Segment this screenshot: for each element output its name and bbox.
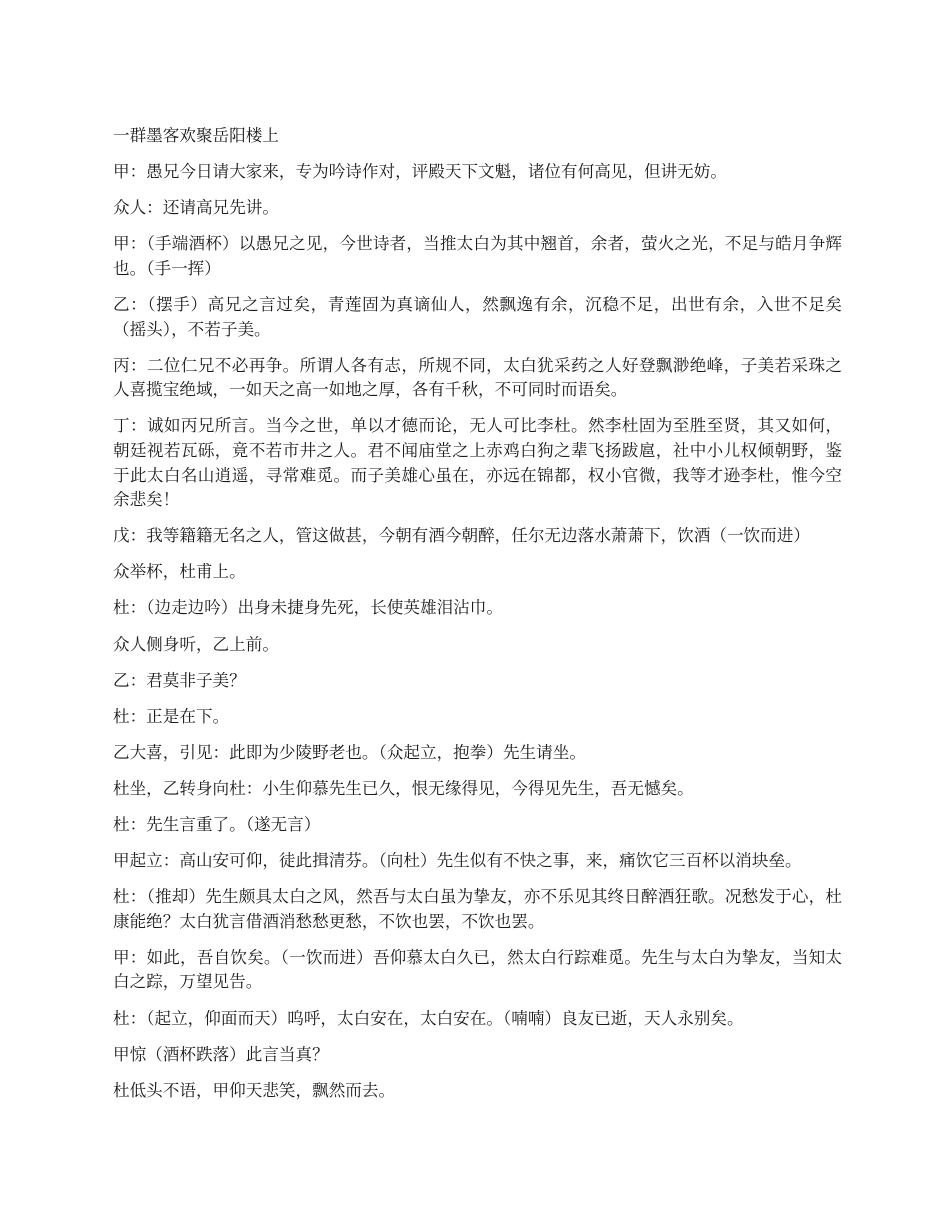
paragraph-3: 甲：（手端酒杯）以愚兄之见，今世诗者，当推太白为其中翘首，余者，萤火之光，不足与皓月争辉也。（手一挥） xyxy=(113,234,842,278)
paragraph-1: 甲：愚兄今日请大家来，专为吟诗作对，评殿天下文魁，诸位有何高见，但讲无妨。 xyxy=(113,162,727,182)
paragraph-17: 杜：（推却）先生颇具太白之风，然吾与太白虽为挚友，亦不乐见其终日醉酒狂歌。况愁发于心，杜康能绝？太白犹言借酒消愁愁更愁，不饮也罢，不饮也罢。 xyxy=(113,887,842,931)
paragraph-4: 乙：（摆手）高兄之言过矣，青莲固为真谪仙人，然飘逸有余，沉稳不足，出世有余，入世不足矣（摇头），不若子美。 xyxy=(113,294,842,339)
paragraph-11: 乙：君莫非子美？ xyxy=(113,670,246,690)
paragraph-14: 杜坐，乙转身向杜：小生仰慕先生已久，恨无缘得见，今得见先生，吾无憾矣。 xyxy=(113,778,694,798)
paragraph-2: 众人：还请高兄先讲。 xyxy=(113,198,279,218)
paragraph-18: 甲：如此，吾自饮矣。（一饮而进）吾仰慕太白久已，然太白行踪难觅。先生与太白为挚友，当知太白之踪，万望见告。 xyxy=(113,947,842,992)
document-title: 一群墨客欢聚岳阳楼上 xyxy=(113,126,279,145)
paragraph-12: 杜：正是在下。 xyxy=(113,706,230,726)
paragraph-13: 乙大喜，引见：此即为少陵野老也。（众起立，抱拳）先生请坐。 xyxy=(113,742,586,762)
paragraph-5: 丙：二位仁兄不必再争。所谓人各有志，所规不同，太白犹采药之人好登飘渺绝峰，子美若采珠之人喜揽宝绝域，一如天之高一如地之厚，各有千秋，不可同时而语矣。 xyxy=(113,355,842,400)
paragraph-21: 杜低头不语，甲仰天悲笑，飘然而去。 xyxy=(113,1080,396,1100)
paragraph-9: 杜：（边走边吟）出身未捷身先死，长使英雄泪沾巾。 xyxy=(113,598,503,618)
paragraph-15: 杜：先生言重了。（遂无言） xyxy=(113,814,321,834)
paragraph-6: 丁：诚如丙兄所言。当今之世，单以才德而论，无人可比李杜。然李杜固为至胜至贤，其又如何，朝廷视若瓦砾，竟不若市井之人。君不闻庙堂之上赤鸡白狗之辈飞扬跋扈，社中小儿权倾朝野，鉴于此太白名山逍遥，寻常难觅。而子美雄心虽在，亦远在锦都，权小官微，我等才逊李杜，惟今空余悲矣！ xyxy=(113,416,842,510)
paragraph-16: 甲起立：高山安可仰，徒此揖清芬。（向杜）先生似有不快之事，来，痛饮它三百杯以消块垒。 xyxy=(113,851,802,871)
paragraph-8: 众举杯，杜甫上。 xyxy=(113,562,246,582)
paragraph-7: 戊：我等籍籍无名之人，管这做甚，今朝有酒今朝醉，任尔无边落水萧萧下，饮酒（一饮而进） xyxy=(113,526,810,546)
paragraph-10: 众人侧身听，乙上前。 xyxy=(113,634,279,654)
paragraph-20: 甲惊（酒杯跌落）此言当真？ xyxy=(113,1044,329,1064)
paragraph-19: 杜：（起立，仰面而天）呜呼，太白安在，太白安在。（喃喃）良友已逝，天人永别矣。 xyxy=(113,1008,744,1028)
